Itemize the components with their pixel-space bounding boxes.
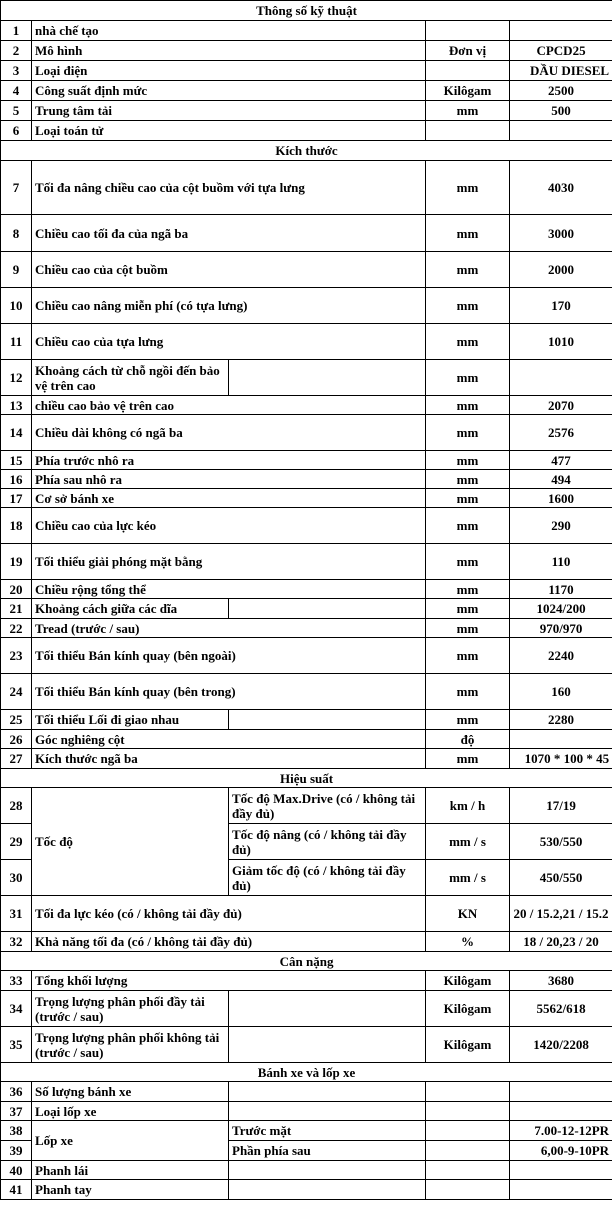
row-value: 4030 [510, 161, 612, 215]
table-row [1, 619, 612, 638]
row-unit [426, 1082, 510, 1102]
row-number: 21 [1, 599, 32, 619]
table-row [1, 580, 612, 599]
row-number: 12 [1, 360, 32, 396]
row-unit [426, 1161, 510, 1180]
row-number: 38 [1, 1121, 32, 1141]
row-number: 30 [1, 860, 32, 896]
row-number: 18 [1, 508, 32, 544]
table-row [1, 396, 612, 415]
row-value [510, 1102, 612, 1121]
row-value: 2500 [510, 81, 612, 101]
row-label: Chiều dài không có ngã ba [32, 415, 426, 451]
row-number: 17 [1, 489, 32, 508]
row-unit: mm [426, 749, 510, 769]
row-value: 160 [510, 674, 612, 710]
row-number: 1 [1, 21, 32, 41]
row-label: Giảm tốc độ (có / không tải đầy đủ) [229, 860, 426, 896]
row-label: Mô hình [32, 41, 426, 61]
table-row [1, 215, 612, 252]
row-value: 1070 * 100 * 45 [510, 749, 612, 769]
row-label: Số lượng bánh xe [32, 1082, 229, 1102]
table-row [1, 451, 612, 470]
table-row [1, 599, 612, 619]
table-row [1, 991, 612, 1027]
row-label: Cơ sở bánh xe [32, 489, 426, 508]
row-label: Phanh lái [32, 1161, 229, 1180]
row-value: 477 [510, 451, 612, 470]
table-row [1, 674, 612, 710]
row-value: 2000 [510, 252, 612, 288]
row-unit: mm [426, 580, 510, 599]
row-value [510, 730, 612, 749]
row-value: 17/19 [510, 788, 612, 824]
row-label: Trước mặt [229, 1121, 426, 1141]
row-unit: mm [426, 161, 510, 215]
row-label: Trọng lượng phân phối đầy tải (trước / sau) [32, 991, 229, 1027]
row-value: 5562/618 [510, 991, 612, 1027]
table-row [1, 788, 612, 824]
row-label: Chiều cao của lực kéo [32, 508, 426, 544]
row-value: 1600 [510, 489, 612, 508]
row-number: 39 [1, 1141, 32, 1161]
row-value: 2240 [510, 638, 612, 674]
table-row [1, 415, 612, 451]
row-label: Tổng khối lượng [32, 971, 426, 991]
row-value [510, 21, 612, 41]
row-label: Tối thiểu Bán kính quay (bên ngoài) [32, 638, 426, 674]
row-number: 15 [1, 451, 32, 470]
row-unit: mm [426, 470, 510, 489]
row-unit: mm [426, 215, 510, 252]
row-unit: Đơn vị [426, 41, 510, 61]
row-value [510, 360, 612, 396]
row-number: 23 [1, 638, 32, 674]
row-value: 500 [510, 101, 612, 121]
row-unit: Kilôgam [426, 1027, 510, 1063]
table-row [1, 61, 612, 81]
table-row [1, 1102, 612, 1121]
table-row [1, 288, 612, 324]
row-unit: KN [426, 896, 510, 932]
row-number: 6 [1, 121, 32, 141]
row-label: Tối thiểu giải phóng mặt bằng [32, 544, 426, 580]
row-number: 25 [1, 710, 32, 730]
row-value: 2070 [510, 396, 612, 415]
row-value: DẦU DIESEL [510, 61, 612, 81]
table-title: Thông số kỹ thuật [1, 1, 612, 21]
row-label: Trung tâm tải [32, 101, 426, 121]
row-label: Chiều cao nâng miễn phí (có tựa lưng) [32, 288, 426, 324]
row-label: Tối thiểu Bán kính quay (bên trong) [32, 674, 426, 710]
row-label: Tread (trước / sau) [32, 619, 426, 638]
row-unit: mm [426, 360, 510, 396]
row-value: CPCD25 [510, 41, 612, 61]
row-label: Tốc độ nâng (có / không tải đầy đủ) [229, 824, 426, 860]
section-title-wheels: Bánh xe và lốp xe [1, 1063, 612, 1082]
table-row [1, 1082, 612, 1102]
row-empty-cell [229, 360, 426, 396]
row-value: 170 [510, 288, 612, 324]
table-row [1, 730, 612, 749]
row-label: Loại lốp xe [32, 1102, 229, 1121]
row-number: 11 [1, 324, 32, 360]
row-unit: mm [426, 599, 510, 619]
row-unit: mm [426, 710, 510, 730]
row-value: 20 / 15.2,21 / 15.2 [510, 896, 612, 932]
row-label: Phanh tay [32, 1180, 229, 1200]
row-label: Kích thước ngã ba [32, 749, 426, 769]
row-value: 3000 [510, 215, 612, 252]
row-number: 8 [1, 215, 32, 252]
row-value [510, 1161, 612, 1180]
row-unit [426, 1141, 510, 1161]
table-row [1, 508, 612, 544]
row-label: Công suất định mức [32, 81, 426, 101]
row-number: 7 [1, 161, 32, 215]
row-unit: mm [426, 288, 510, 324]
table-row [1, 544, 612, 580]
table-row [1, 41, 612, 61]
section-title-performance: Hiệu suất [1, 769, 612, 788]
row-number: 29 [1, 824, 32, 860]
row-value: 2576 [510, 415, 612, 451]
row-unit [426, 1121, 510, 1141]
row-number: 10 [1, 288, 32, 324]
row-number: 27 [1, 749, 32, 769]
row-label: Chiều cao của tựa lưng [32, 324, 426, 360]
table-row [1, 324, 612, 360]
row-empty-cell [229, 1180, 426, 1200]
row-number: 3 [1, 61, 32, 81]
row-number: 20 [1, 580, 32, 599]
row-label: chiều cao bảo vệ trên cao [32, 396, 426, 415]
speed-group-label: Tốc độ [32, 788, 229, 896]
row-unit: Kilôgam [426, 991, 510, 1027]
table-row [1, 638, 612, 674]
row-unit: mm [426, 101, 510, 121]
row-value: 2280 [510, 710, 612, 730]
table-row [1, 1161, 612, 1180]
row-label: nhà chế tạo [32, 21, 426, 41]
row-unit: độ [426, 730, 510, 749]
row-unit: mm [426, 396, 510, 415]
row-number: 34 [1, 991, 32, 1027]
table-row [1, 710, 612, 730]
row-empty-cell [229, 991, 426, 1027]
row-value: 1024/200 [510, 599, 612, 619]
row-number: 19 [1, 544, 32, 580]
row-value [510, 1180, 612, 1200]
row-unit [426, 21, 510, 41]
row-unit: mm [426, 415, 510, 451]
row-value: 1010 [510, 324, 612, 360]
row-number: 13 [1, 396, 32, 415]
row-value: 450/550 [510, 860, 612, 896]
row-empty-cell [229, 1161, 426, 1180]
row-number: 5 [1, 101, 32, 121]
row-unit: mm / s [426, 824, 510, 860]
row-number: 26 [1, 730, 32, 749]
row-value: 3680 [510, 971, 612, 991]
row-unit [426, 121, 510, 141]
row-number: 22 [1, 619, 32, 638]
section-row [1, 769, 612, 788]
row-unit: mm [426, 638, 510, 674]
row-unit: Kilôgam [426, 81, 510, 101]
row-empty-cell [229, 710, 426, 730]
row-label: Chiều cao tối đa của ngã ba [32, 215, 426, 252]
row-unit: mm / s [426, 860, 510, 896]
tire-group-label: Lốp xe [32, 1121, 229, 1161]
row-number: 35 [1, 1027, 32, 1063]
table-row [1, 360, 612, 396]
row-unit: mm [426, 489, 510, 508]
row-value [510, 1082, 612, 1102]
table-row [1, 161, 612, 215]
row-value [510, 121, 612, 141]
row-empty-cell [229, 1027, 426, 1063]
row-label: Tối đa lực kéo (có / không tải đầy đủ) [32, 896, 426, 932]
row-value: 290 [510, 508, 612, 544]
row-value: 7.00-12-12PR [510, 1121, 612, 1141]
row-label: Loại điện [32, 61, 426, 81]
row-value: 1420/2208 [510, 1027, 612, 1063]
row-number: 31 [1, 896, 32, 932]
table-row [1, 101, 612, 121]
row-unit: mm [426, 619, 510, 638]
row-number: 36 [1, 1082, 32, 1102]
row-empty-cell [229, 1102, 426, 1121]
row-label: Khoảng cách giữa các dĩa [32, 599, 229, 619]
row-value: 110 [510, 544, 612, 580]
row-number: 24 [1, 674, 32, 710]
row-unit: mm [426, 508, 510, 544]
row-unit: mm [426, 324, 510, 360]
row-unit: mm [426, 674, 510, 710]
section-title-weight: Cân nặng [1, 952, 612, 971]
row-number: 4 [1, 81, 32, 101]
row-number: 40 [1, 1161, 32, 1180]
row-empty-cell [229, 599, 426, 619]
row-number: 37 [1, 1102, 32, 1121]
row-unit [426, 1180, 510, 1200]
row-label: Loại toán tử [32, 121, 426, 141]
row-number: 9 [1, 252, 32, 288]
row-label: Trọng lượng phân phối không tải (trước / sau) [32, 1027, 229, 1063]
table-row [1, 21, 612, 41]
table-row [1, 1027, 612, 1063]
table-row [1, 1121, 612, 1141]
row-empty-cell [229, 1082, 426, 1102]
row-label: Phía trước nhô ra [32, 451, 426, 470]
row-unit: Kilôgam [426, 971, 510, 991]
table-row [1, 749, 612, 769]
row-value: 970/970 [510, 619, 612, 638]
row-unit [426, 1102, 510, 1121]
row-label: Tối đa nâng chiều cao của cột buồm với tựa lưng [32, 161, 426, 215]
row-unit: mm [426, 451, 510, 470]
row-number: 32 [1, 932, 32, 952]
table-row [1, 470, 612, 489]
row-value: 6,00-9-10PR [510, 1141, 612, 1161]
row-unit [426, 61, 510, 81]
table-row [1, 489, 612, 508]
section-row [1, 952, 612, 971]
table-row [1, 932, 612, 952]
row-label: Chiều rộng tổng thể [32, 580, 426, 599]
row-number: 33 [1, 971, 32, 991]
table-row [1, 971, 612, 991]
section-title-dimensions: Kích thước [1, 141, 612, 161]
row-label: Khả năng tối đa (có / không tải đầy đủ) [32, 932, 426, 952]
row-label: Chiều cao của cột buồm [32, 252, 426, 288]
row-unit: mm [426, 252, 510, 288]
row-label: Tối thiểu Lối đi giao nhau [32, 710, 229, 730]
row-label: Tốc độ Max.Drive (có / không tải đầy đủ) [229, 788, 426, 824]
section-row [1, 1063, 612, 1082]
table-row [1, 896, 612, 932]
row-unit: km / h [426, 788, 510, 824]
row-value: 18 / 20,23 / 20 [510, 932, 612, 952]
row-number: 41 [1, 1180, 32, 1200]
row-value: 1170 [510, 580, 612, 599]
row-number: 2 [1, 41, 32, 61]
row-label: Phần phía sau [229, 1141, 426, 1161]
row-value: 494 [510, 470, 612, 489]
row-unit: % [426, 932, 510, 952]
row-number: 16 [1, 470, 32, 489]
row-number: 14 [1, 415, 32, 451]
row-value: 530/550 [510, 824, 612, 860]
table-row [1, 252, 612, 288]
row-label: Góc nghiêng cột [32, 730, 426, 749]
row-number: 28 [1, 788, 32, 824]
table-row [1, 121, 612, 141]
row-unit: mm [426, 544, 510, 580]
row-label: Khoảng cách từ chỗ ngồi đến bảo vệ trên cao [32, 360, 229, 396]
table-row [1, 81, 612, 101]
section-row [1, 141, 612, 161]
table-row [1, 1180, 612, 1200]
row-label: Phía sau nhô ra [32, 470, 426, 489]
table-title-row [1, 1, 612, 21]
